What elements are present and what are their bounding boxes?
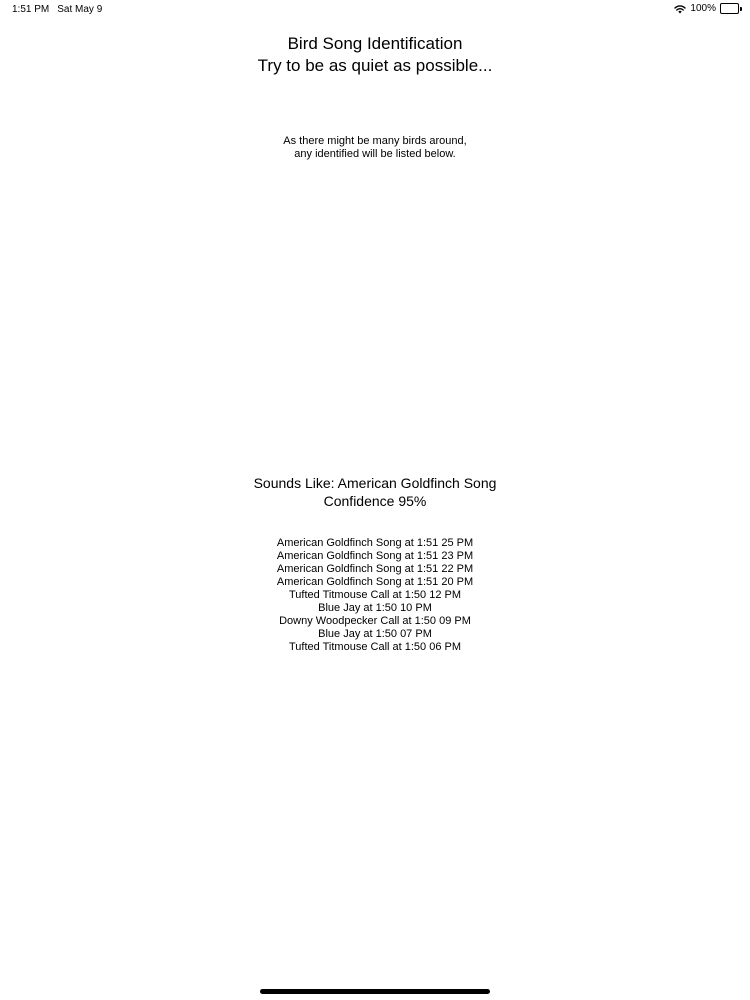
status-bar [0, 0, 750, 18]
info-line-1: As there might be many birds around, [283, 135, 467, 147]
history-item: Tufted Titmouse Call at 1:50 12 PM [288, 589, 461, 601]
page-subtitle: Try to be as quiet as possible... [257, 56, 493, 75]
history-item: Blue Jay at 1:50 10 PM [318, 602, 432, 614]
current-result [0, 474, 750, 510]
confidence-label: Confidence 95% [323, 493, 427, 509]
home-indicator[interactable] [260, 989, 490, 994]
status-date: Sat May 9 [57, 4, 103, 15]
history-item: American Goldfinch Song at 1:51 22 PM [276, 563, 474, 575]
battery-percent: 100% [690, 3, 716, 14]
info-text [0, 135, 750, 161]
header [0, 33, 750, 77]
wifi-icon [674, 4, 686, 14]
history-item: American Goldfinch Song at 1:51 23 PM [276, 550, 474, 562]
sounds-like-label: Sounds Like: American Goldfinch Song [253, 475, 497, 491]
history-item: Downy Woodpecker Call at 1:50 09 PM [279, 615, 471, 627]
history-item: Blue Jay at 1:50 07 PM [318, 628, 432, 640]
identification-history [0, 537, 750, 654]
info-line-2: any identified will be listed below. [294, 148, 456, 160]
page-title: Bird Song Identification [287, 34, 463, 53]
status-left [12, 4, 102, 15]
battery-icon [720, 3, 742, 14]
history-item: Tufted Titmouse Call at 1:50 06 PM [288, 641, 461, 653]
history-item: American Goldfinch Song at 1:51 25 PM [276, 537, 474, 549]
status-right [674, 3, 742, 14]
status-time: 1:51 PM [12, 4, 50, 15]
history-item: American Goldfinch Song at 1:51 20 PM [276, 576, 474, 588]
